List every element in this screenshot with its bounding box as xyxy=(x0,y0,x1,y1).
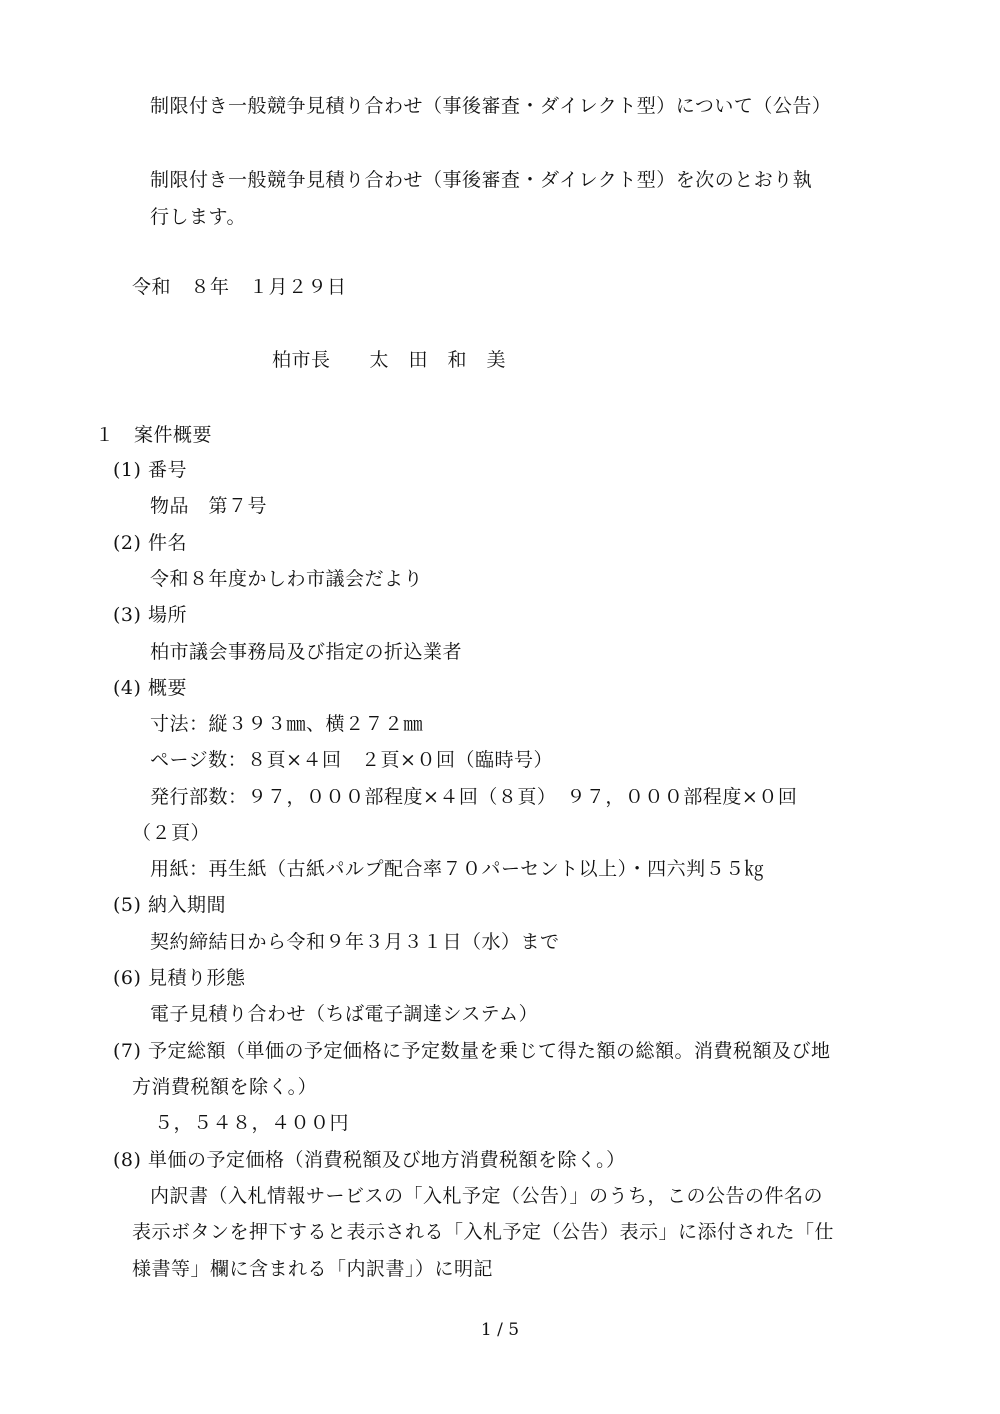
notice-title: 制限付き一般競争見積り合わせ（事後審査・ダイレクト型）について（公告） xyxy=(150,95,832,117)
item-label: (6) 見積り形態 xyxy=(113,967,246,989)
item-label: (3) 場所 xyxy=(113,604,187,626)
intro-text-line-2: 行します。 xyxy=(150,206,246,228)
notice-date: 令和 ８年 １月２９日 xyxy=(132,276,347,298)
item-label: (5) 納入期間 xyxy=(113,894,226,916)
item-text: 令和８年度かしわ市議会だより xyxy=(150,568,424,590)
item-text: 様書等」欄に含まれる「内訳書」）に明記 xyxy=(132,1258,494,1280)
item-text: 電子見積り合わせ（ちば電子調達システム） xyxy=(150,1003,539,1025)
item-text: 用紙：再生紙（古紙パルプ配合率７０パーセント以上）・四六判５５㎏ xyxy=(150,858,765,880)
item-text: 契約締結日から令和９年３月３１日（水）まで xyxy=(150,931,560,953)
item-text: （２頁） xyxy=(132,822,211,844)
item-text: 寸法：縦３９３㎜、横２７２㎜ xyxy=(150,713,424,735)
item-label: (7) 予定総額（単価の予定価格に予定数量を乗じて得た額の総額。消費税額及び地 xyxy=(113,1040,831,1062)
item-text: 方消費税額を除く。） xyxy=(132,1076,318,1098)
item-text: 物品 第７号 xyxy=(150,495,268,517)
item-label: (2) 件名 xyxy=(113,532,187,554)
item-text: 柏市議会事務局及び指定の折込業者 xyxy=(150,641,463,663)
intro-text-line-1: 制限付き一般競争見積り合わせ（事後審査・ダイレクト型）を次のとおり執 xyxy=(150,169,813,191)
item-text: 表示ボタンを押下すると表示される「入札予定（公告）表示」に添付された「仕 xyxy=(132,1221,835,1243)
item-text: 内訳書（入札情報サービスの「入札予定（公告）」のうち，この公告の件名の xyxy=(150,1185,824,1207)
item-text: 発行部数：９７，０００部程度×４回（８頁） ９７，０００部程度×０回 xyxy=(150,786,798,808)
section-heading: １ 案件概要 xyxy=(95,424,213,446)
issuer-name: 柏市長 太 田 和 美 xyxy=(272,349,507,371)
item-text: ページ数：８頁×４回 ２頁×０回（臨時号） xyxy=(150,749,553,771)
item-label: (8) 単価の予定価格（消費税額及び地方消費税額を除く。） xyxy=(113,1149,626,1171)
item-amount: ５，５４８，４００円 xyxy=(154,1112,350,1134)
item-label: (4) 概要 xyxy=(113,677,187,699)
page-number: 1 / 5 xyxy=(480,1320,520,1340)
item-label: (1) 番号 xyxy=(113,459,187,481)
